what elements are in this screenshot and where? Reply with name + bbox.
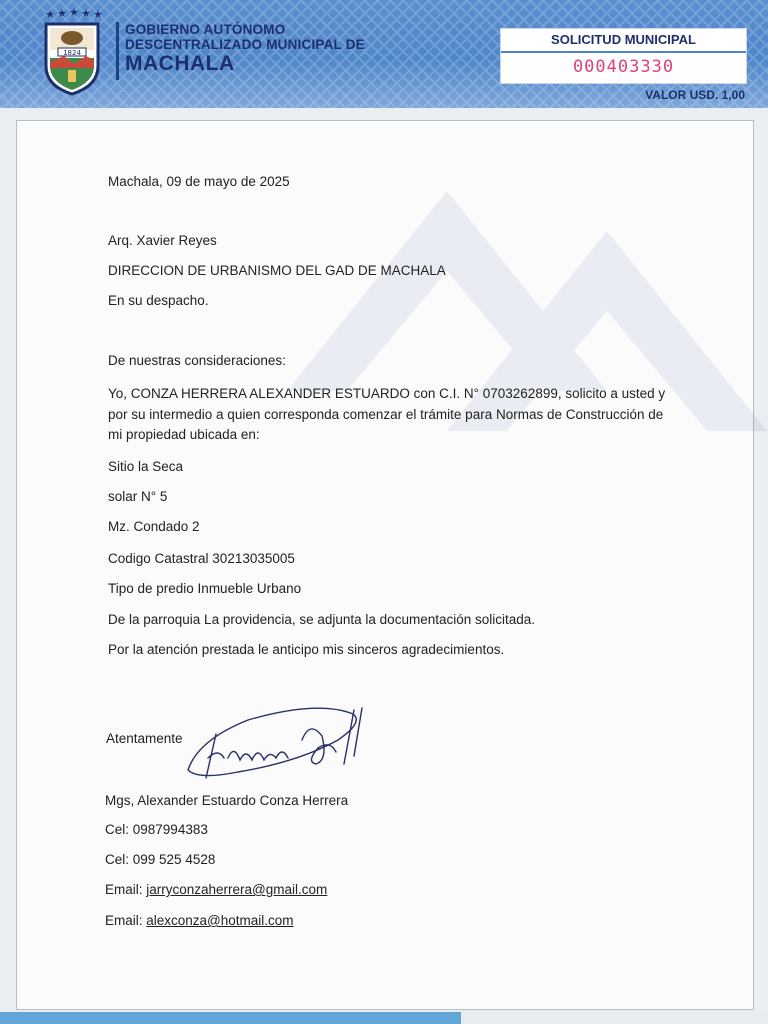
recipient-department: DIRECCION DE URBANISMO DEL GAD DE MACHALA [108,263,446,278]
date-line: Machala, 09 de mayo de 2025 [108,174,290,189]
organization-name [116,22,365,80]
letterhead-header [0,0,768,108]
solicitud-box [500,28,747,84]
property-line: Mz. Condado 2 [108,519,200,534]
property-line: Codigo Catastral 30213035005 [108,551,295,566]
property-line: solar N° 5 [108,489,168,504]
contact-label: Cel: [105,852,133,867]
body-paragraph: Yo, CONZA HERRERA ALEXANDER ESTUARDO con C.I. N° 0703262899, solicito a usted y por su intermedio a quien corresponda comenzar el trámite para Normas de Construcción de mi propiedad ubicada en: [108,386,666,442]
recipient-courtesy: En su despacho. [108,293,209,308]
closing-text: Atentamente [106,731,183,746]
contact-value: 099 525 4528 [132,852,216,867]
signature-image [178,700,378,790]
contact-label: Email: [105,913,147,928]
seal-year-text: 1824 [63,49,81,57]
contact-email-2 [105,913,294,928]
footer-bar [0,1012,768,1024]
property-line: De la parroquia La providencia, se adjunta la documentación solicitada. [108,612,536,627]
contact-email-1 [105,882,327,897]
recipient-name: Arq. Xavier Reyes [108,233,217,248]
watermark-shape [247,131,767,551]
email-link[interactable]: alexconza@hotmail.com [146,913,294,928]
org-line-2: DESCENTRALIZADO MUNICIPAL DE [125,37,365,52]
signer-name: Mgs, Alexander Estuardo Conza Herrera [105,793,349,808]
contact-value: 0987994383 [132,822,208,837]
org-city: MACHALA [125,52,235,75]
contact-label: Cel: [105,822,133,837]
greeting: De nuestras consideraciones: [108,353,286,368]
solicitud-number: 000403330 [572,57,675,77]
contact-phone-1 [105,822,208,837]
property-line: Tipo de predio Inmueble Urbano [108,581,302,596]
org-line-1: GOBIERNO AUTÓNOMO [125,22,286,37]
contact-label: Email: [105,882,147,897]
municipal-seal-icon [40,10,104,96]
property-line: Sitio la Seca [108,459,184,474]
solicitud-title: SOLICITUD MUNICIPAL [501,29,746,53]
valor-label: VALOR USD. 1,00 [645,88,745,102]
email-link[interactable]: jarryconzaherrera@gmail.com [146,882,328,897]
property-line: Por la atención prestada le anticipo mis sinceros agradecimientos. [108,642,505,657]
contact-phone-2 [105,852,215,867]
